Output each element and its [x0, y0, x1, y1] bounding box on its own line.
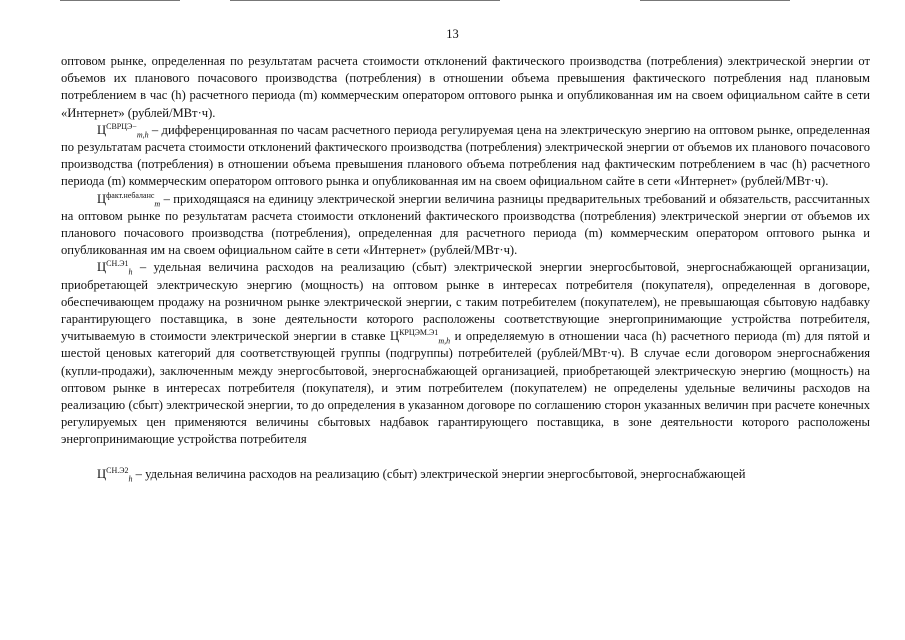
paragraph-text: – приходящаяся на единицу электрической энергии величина разницы предварительных требований и обязательств, рассчитанных на оптовом рынке по результатам расчета стоимости отклонений фактического производства (потребления) электрической энергии от объемов их планового почасового производства (потребления), определенная для расчетного периода (m) коммерческим оператором оптового рынка и опубликованная им на своем официальном сайте в сети «Интернет» (рублей/МВт·ч).: [61, 191, 870, 258]
paragraph-text: – дифференцированная по часам расчетного периода регулируемая цена на электрическую энергию на оптовом рынке, определенная по результатам расчета стоимости отклонений фактического производства (потребления) электрической энергии от объемов их планового почасового производства (потребления) в отношении объема превышения планового объема потребления над фактическим потреблением в час (h) расчетного периода (m) коммерческим оператором оптового рынка и опубликованная им на своем официальном сайте в сети «Интернет» (рублей/МВт·ч).: [61, 122, 870, 189]
formula-symbol: $Ц^{СН.Э1}_h$: [97, 259, 133, 277]
paragraph-1: [61, 53, 870, 122]
top-edge-line: [60, 0, 180, 1]
formula-symbol: $Ц^{СВРЦЭ-}_{m,h}$: [97, 121, 149, 140]
paragraph-text-continued: и определяемую в отношении часа (h) расчетного периода (m) для пятой и шестой ценовых категорий для соответствующей группы (подгруппы) потребителей (рублей/МВт·ч). В случае если договором энергоснабжения (купли-продажи), заключенным между энергосбытовой, энергоснабжающей организацией, приобретающей электрическую энергию (мощность) на оптовом рынке в интересах потребителя (покупателя), и этим потребителем (покупателем) не определены удельные величины расходов на реализацию (сбыт) электрической энергии, то до определения в указанном договоре по соглашению сторон указанных величин при расчете конечных регулируемых цен применяются величины сбытовых надбавок гарантирующего поставщика, в зоне деятельности которого расположены энергопринимающие устройства потребителя: [61, 329, 870, 447]
page-number: 13: [446, 27, 459, 41]
paragraph-4: [61, 259, 870, 448]
document-body: [61, 53, 870, 483]
paragraph-text: – удельная величина расходов на реализацию (сбыт) электрической энергии энергосбытовой, энергоснабжающей организации, приобретающей электрическую энергию (мощность) на оптовом рынке в интересах потребителя (покупателя), определенная в договоре, обеспечивающем продажу на розничном рынке электрической энергии, с таким потребителем (покупателем), не превышающая сбытовую надбавку гарантирующего поставщика, в зоне деятельности которого расположены соответствующие энергопринимающие устройства потребителя, учитываемую в стоимости электрической энергии в ставке: [61, 260, 870, 344]
formula-symbol: $Ц^{СН.Э2}_h$: [97, 465, 133, 484]
paragraph-text: – удельная величина расходов на реализацию (сбыт) электрической энергии энергосбытовой, энергоснабжающей: [132, 466, 746, 481]
paragraph-2: [61, 122, 870, 191]
formula-symbol: $Ц^{факт.небаланс}_m$: [97, 190, 161, 209]
paragraph-5: [61, 466, 870, 483]
top-edge-line: [640, 0, 790, 1]
paragraph-3: [61, 191, 870, 260]
inline-formula-symbol: $Ц^{КРЦЭМ.Э1}_{m,h}$: [389, 328, 451, 346]
paragraph-text: оптовом рынке, определенная по результатам расчета стоимости отклонений фактического производства (потребления) электрической энергии от объемов их планового почасового производства (потребления) в отношении объема превышения фактического потребления над плановым потреблением в час (h) расчетного периода (m) коммерческим оператором оптового рынка и опубликованная им на своем официальном сайте в сети «Интернет» (рублей/МВт·ч).: [61, 54, 870, 120]
top-edge-line: [230, 0, 500, 1]
